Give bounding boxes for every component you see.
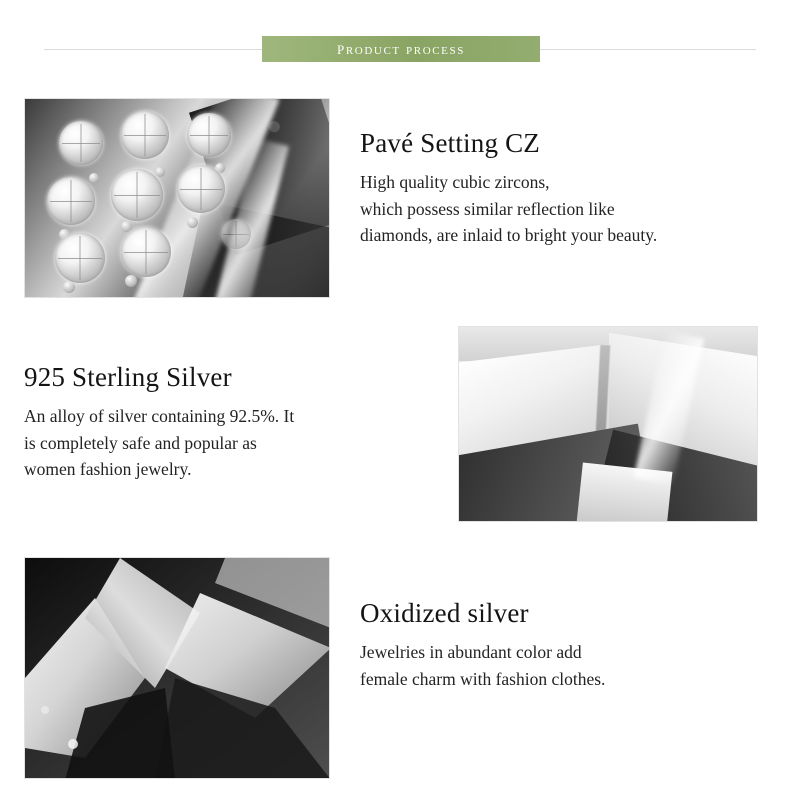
cz-stone (221, 219, 251, 249)
oxidized-silver-line-2: female charm with fashion clothes. (360, 668, 606, 689)
oxidized-silver-image (24, 557, 330, 779)
oxidized-silver-heading: Oxidized silver (360, 598, 529, 628)
cz-stone (111, 169, 163, 221)
sterling-silver-text (24, 362, 444, 483)
cz-stone (187, 113, 231, 157)
prong-bead (121, 221, 132, 232)
prong-bead (155, 167, 165, 177)
pave-setting-cz-heading: Pavé Setting CZ (360, 128, 540, 158)
prong-bead (63, 281, 75, 293)
oxidized-silver-text (360, 598, 780, 692)
prong-bead (89, 173, 99, 183)
cz-stone (177, 165, 225, 213)
sterling-silver-image (458, 326, 758, 522)
oxidized-silver-line-1: Jewelries in abundant color add (360, 642, 582, 663)
prong-bead (187, 217, 198, 228)
cz-stone (121, 111, 169, 159)
oxidized-star-shape (25, 558, 330, 779)
sterling-silver-heading: 925 Sterling Silver (24, 362, 232, 392)
banner-title: product process (337, 38, 465, 59)
sterling-silver-line-1: An alloy of silver containing 92.5%. It (24, 406, 295, 427)
product-process-banner (0, 36, 800, 62)
pave-setting-cz-text (360, 128, 780, 249)
pave-setting-cz-line-3: diamonds, are inlaid to bright your beauty. (360, 225, 658, 246)
pave-setting-cz-image (24, 98, 330, 298)
cz-stone (121, 227, 171, 277)
sterling-silver-line-3: women fashion jewelry. (24, 459, 192, 480)
cz-stone (59, 121, 103, 165)
sterling-silver-line-2: is completely safe and popular as (24, 432, 257, 453)
prong-bead (125, 275, 137, 287)
pave-setting-cz-line-1: High quality cubic zircons, (360, 172, 550, 193)
cz-stone (47, 177, 95, 225)
banner-tab (262, 36, 540, 62)
cz-stone (55, 233, 105, 283)
pave-setting-cz-line-2: which possess similar reflection like (360, 198, 615, 219)
